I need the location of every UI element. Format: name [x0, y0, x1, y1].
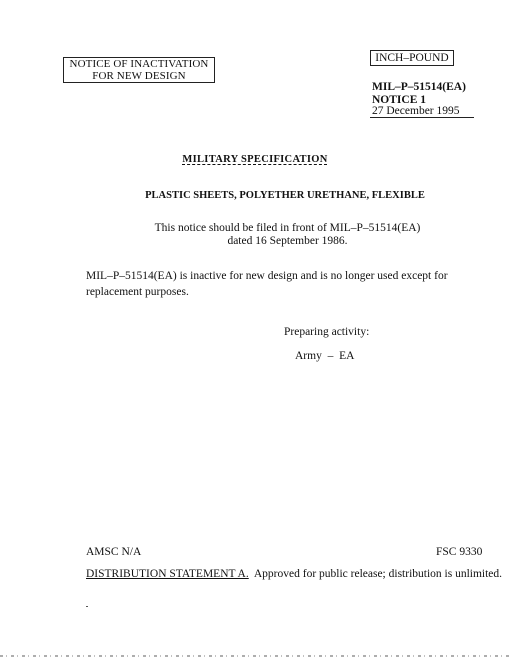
preparing-activity-value: Army – EA [295, 350, 355, 362]
distribution-text: Approved for public release; distribution is unlimited. [253, 568, 503, 580]
scan-noise-line [0, 655, 510, 657]
document-id: MIL–P–51514(EA) [372, 81, 466, 93]
notice-box [63, 57, 215, 83]
amsc-code: AMSC N/A [86, 546, 142, 558]
spec-type-heading [0, 154, 510, 165]
unit-system-badge: INCH–POUND [370, 50, 454, 66]
scan-mark [86, 606, 88, 607]
header-rule [370, 117, 474, 118]
preparing-activity-label: Preparing activity: [284, 326, 370, 338]
inactivation-paragraph: MIL–P–51514(EA) is inactive for new design and is no longer used except for replacement purposes. [86, 270, 448, 298]
distribution-statement [86, 568, 502, 580]
distribution-label: DISTRIBUTION STATEMENT A. [86, 568, 249, 580]
fsc-code: FSC 9330 [436, 546, 483, 558]
notice-number: NOTICE 1 [372, 94, 426, 106]
notice-date: 27 December 1995 [372, 105, 460, 117]
document-title: PLASTIC SHEETS, POLYETHER URETHANE, FLEXIBLE [145, 190, 425, 201]
notice-box-line2: FOR NEW DESIGN [92, 70, 186, 82]
spec-type-text: MILITARY SPECIFICATION [182, 154, 328, 165]
filing-instruction-line2: dated 16 September 1986. [227, 235, 348, 247]
filing-instruction-line1: This notice should be filed in front of MIL–P–51514(EA) [154, 222, 421, 234]
notice-box-line1: NOTICE OF INACTIVATION [69, 58, 209, 70]
